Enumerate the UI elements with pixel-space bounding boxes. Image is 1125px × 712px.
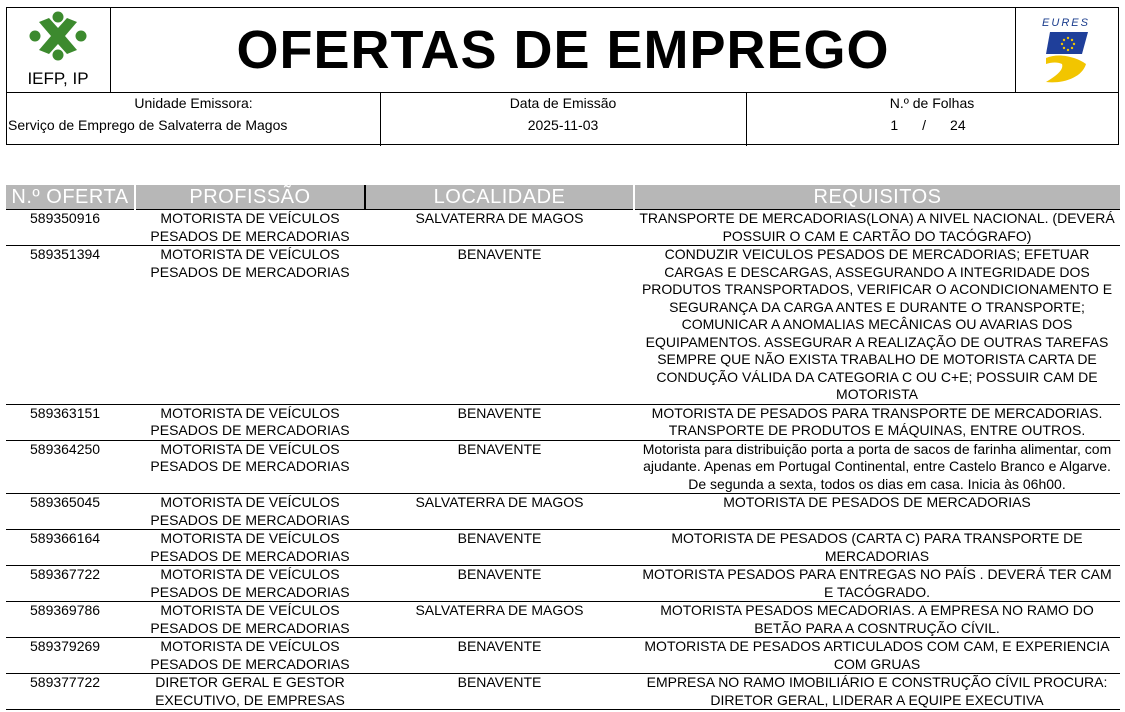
sheet-current: 1 xyxy=(890,117,899,133)
profession: MOTORISTA DE VEÍCULOS PESADOS DE MERCADORIAS xyxy=(135,494,365,530)
document-header xyxy=(6,7,1119,145)
requirements: Motorista para distribuição porta a porta de sacos de farinha alimentar, com ajudante. Apenas em Portugal Continental, entre Castelo Branco e Algarve. De segunda a sexta, todos os dias em casa. Inicia às 06h00. xyxy=(634,440,1120,494)
sheet-separator: / xyxy=(922,117,927,133)
table-row xyxy=(6,674,1120,710)
requirements: TRANSPORTE DE MERCADORIAS(LONA) A NIVEL NACIONAL. (DEVERÁ POSSUIR O CAM E CARTÃO DO TACÓGRAFO) xyxy=(634,210,1120,246)
table-row xyxy=(6,494,1120,530)
profession: MOTORISTA DE VEÍCULOS PESADOS DE MERCADORIAS xyxy=(135,638,365,674)
offer-id: 589367722 xyxy=(6,566,135,602)
table-row xyxy=(6,210,1120,246)
table-row xyxy=(6,404,1120,440)
table-header-row xyxy=(6,185,1120,210)
profession: MOTORISTA DE VEÍCULOS PESADOS DE MERCADORIAS xyxy=(135,440,365,494)
sheet-total: 24 xyxy=(950,117,966,133)
table-row xyxy=(6,246,1120,405)
job-offers-table xyxy=(6,185,1120,710)
eures-text: EURES xyxy=(1042,17,1090,29)
location: BENAVENTE xyxy=(365,440,634,494)
iefp-logo xyxy=(7,8,111,92)
table-row xyxy=(6,602,1120,638)
table-row xyxy=(6,440,1120,494)
offer-id: 589350916 xyxy=(6,210,135,246)
issuer-cell xyxy=(7,93,381,146)
location: BENAVENTE xyxy=(365,530,634,566)
column-header-location: LOCALIDADE xyxy=(365,185,634,210)
location: SALVATERRA DE MAGOS xyxy=(365,602,634,638)
location: SALVATERRA DE MAGOS xyxy=(365,210,634,246)
table-row xyxy=(6,638,1120,674)
table-row xyxy=(6,530,1120,566)
requirements: MOTORISTA PESADOS MECADORIAS. A EMPRESA NO RAMO DO BETÃO PARA A COSNTRUÇÃO CÍVIL. xyxy=(634,602,1120,638)
eures-logo-icon xyxy=(1016,8,1118,92)
sheets-value xyxy=(746,117,1118,133)
location: SALVATERRA DE MAGOS xyxy=(365,494,634,530)
profession: MOTORISTA DE VEÍCULOS PESADOS DE MERCADORIAS xyxy=(135,602,365,638)
location: BENAVENTE xyxy=(365,638,634,674)
profession: DIRETOR GERAL E GESTOR EXECUTIVO, DE EMPRESAS xyxy=(135,674,365,710)
date-cell xyxy=(380,93,747,146)
table-row xyxy=(6,566,1120,602)
profession: MOTORISTA DE VEÍCULOS PESADOS DE MERCADORIAS xyxy=(135,246,365,405)
logo-text: IEFP, IP xyxy=(27,69,89,88)
location: BENAVENTE xyxy=(365,674,634,710)
eures-logo xyxy=(1015,8,1118,92)
column-header-requirements: REQUISITOS xyxy=(634,185,1120,210)
requirements: MOTORISTA PESADOS PARA ENTREGAS NO PAÍS . DEVERÁ TER CAM E TACÓGRADO. xyxy=(634,566,1120,602)
requirements: MOTORISTA DE PESADOS PARA TRANSPORTE DE MERCADORIAS. TRANSPORTE DE PRODUTOS E MÁQUINAS, ENTRE OUTROS. xyxy=(634,404,1120,440)
offer-id: 589379269 xyxy=(6,638,135,674)
page-title: OFERTAS DE EMPREGO xyxy=(236,20,890,80)
requirements: CONDUZIR VEICULOS PESADOS DE MERCADORIAS; EFETUAR CARGAS E DESCARGAS, ASSEGURANDO A INTEGRIDADE DOS PRODUTOS TRANSPORTADOS, VERIFICAR O ACONDICIONAMENTO E SEGURANÇA DA CARGA ANTES E DURANTE O TRANSPORTE; COMUNICAR A ANOMALIAS MECÂNICAS OU AVARIAS DOS EQUIPAMENTOS. ASSEGURAR A REALIZAÇÃO DE OUTRAS TAREFAS SEMPRE QUE NÃO EXISTA TRABALHO DE MOTORISTA CARTA DE CONDUÇÃO VÁLIDA DA CATEGORIA C OU C+E; POSSUIR CAM DE MOTORISTA xyxy=(634,246,1120,405)
column-header-offer-id: N.º OFERTA xyxy=(6,185,135,210)
offer-id: 589351394 xyxy=(6,246,135,405)
offer-id: 589366164 xyxy=(6,530,135,566)
title-area xyxy=(110,8,1016,92)
column-header-profession: PROFISSÃO xyxy=(135,185,365,210)
issuer-label: Unidade Emissora: xyxy=(134,95,253,111)
location: BENAVENTE xyxy=(365,404,634,440)
date-label: Data de Emissão xyxy=(509,95,617,111)
metadata-row xyxy=(7,92,1118,146)
requirements: MOTORISTA DE PESADOS ARTICULADOS COM CAM, E EXPERIENCIA COM GRUAS xyxy=(634,638,1120,674)
profession: MOTORISTA DE VEÍCULOS PESADOS DE MERCADORIAS xyxy=(135,566,365,602)
location: BENAVENTE xyxy=(365,566,634,602)
sheets-label: N.º de Folhas xyxy=(889,95,975,111)
location: BENAVENTE xyxy=(365,246,634,405)
requirements: MOTORISTA DE PESADOS DE MERCADORIAS xyxy=(634,494,1120,530)
offer-id: 589365045 xyxy=(6,494,135,530)
offer-id: 589363151 xyxy=(6,404,135,440)
profession: MOTORISTA DE VEÍCULOS PESADOS DE MERCADORIAS xyxy=(135,404,365,440)
requirements: MOTORISTA DE PESADOS (CARTA C) PARA TRANSPORTE DE MERCADORIAS xyxy=(634,530,1120,566)
profession: MOTORISTA DE VEÍCULOS PESADOS DE MERCADORIAS xyxy=(135,530,365,566)
profession: MOTORISTA DE VEÍCULOS PESADOS DE MERCADORIAS xyxy=(135,210,365,246)
iefp-logo-icon xyxy=(7,8,110,92)
offer-id: 589369786 xyxy=(6,602,135,638)
requirements: EMPRESA NO RAMO IMOBILIÁRIO E CONSTRUÇÃO CÍVIL PROCURA: DIRETOR GERAL, LIDERAR A EQUIPE EXECUTIVA xyxy=(634,674,1120,710)
offer-id: 589364250 xyxy=(6,440,135,494)
offer-id: 589377722 xyxy=(6,674,135,710)
date-value: 2025-11-03 xyxy=(527,117,599,133)
issuer-value: Serviço de Emprego de Salvaterra de Magos xyxy=(8,117,288,133)
sheets-cell xyxy=(746,93,1118,146)
